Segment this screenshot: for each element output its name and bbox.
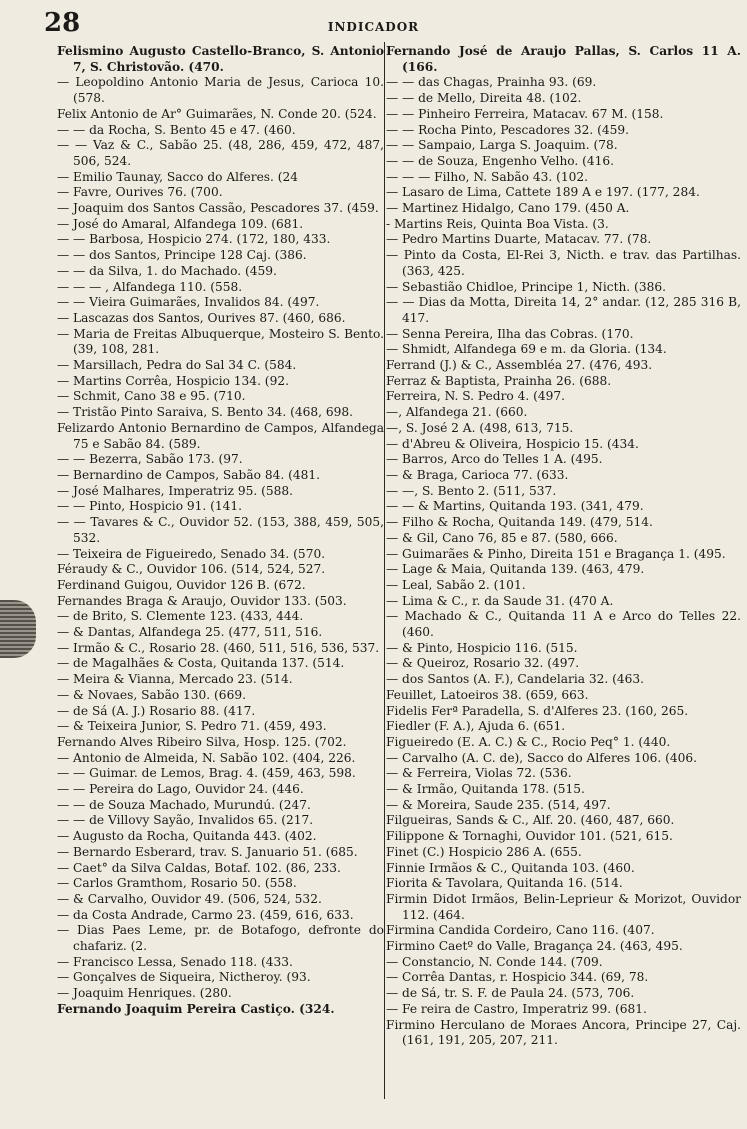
directory-entry: Feuillet, Latoeiros 38. (659, 663. (386, 687, 589, 702)
directory-entry: Finet (C.) Hospicio 286 A. (655. (386, 844, 582, 859)
directory-entry: Firmina Candida Cordeiro, Cano 116. (407. (386, 923, 655, 938)
directory-entry: — Lascazas dos Santos, Ourives 87. (460, 686. (57, 310, 346, 325)
directory-entry: — Caet° da Silva Caldas, Botaf. 102. (86, 233. (57, 860, 341, 875)
running-head: INDICADOR (327, 20, 420, 34)
directory-entry: — & Novaes, Sabão 130. (669. (57, 687, 246, 702)
directory-entry: — — Sampaio, Larga S. Joaquim. (78. (386, 138, 618, 153)
directory-entry: — & Teixeira Junior, S. Pedro 71. (459, 493. (57, 719, 327, 734)
directory-entry: — Leal, Sabão 2. (101. (386, 577, 526, 592)
directory-entry: — Joaquim Henriques. (280. (57, 986, 232, 1001)
directory-entry: — & Carvalho, Ouvidor 49. (506, 524, 532. (57, 891, 322, 906)
directory-entry: — Bernardo Esberard, trav. S. Januario 51. (685. (57, 844, 358, 859)
directory-entry: — Francisco Lessa, Senado 118. (433. (57, 954, 293, 969)
directory-entry: — Gonçalves de Siqueira, Nictheroy. (93. (57, 970, 311, 985)
directory-entry: — Martinez Hidalgo, Cano 179. (450 A. (386, 201, 630, 216)
directory-entry: Firmino Caetº do Valle, Bragança 24. (463, 495. (386, 939, 683, 954)
directory-entry: - Martins Reis, Quinta Boa Vista. (3. (386, 216, 609, 231)
directory-entry: — Augusto da Rocha, Quitanda 443. (402. (57, 829, 317, 844)
directory-entry: — Senna Pereira, Ilha das Cobras. (170. (386, 326, 634, 341)
directory-entry: Fidelis Ferª Paradella, S. d'Alferes 23. (160, 265. (386, 703, 689, 718)
directory-entry: Firmin Didot Irmãos, Belin-Leprieur & Morizot, Ouvidor 112. (464. (386, 891, 741, 922)
directory-entry: — Meira & Vianna, Mercado 23. (514. (57, 672, 293, 687)
directory-entry: Fernando José de Araujo Pallas, S. Carlos 11 A. (166. (386, 44, 741, 74)
directory-entry: — — — , Alfandega 110. (558. (57, 279, 243, 294)
directory-entry: — de Magalhães & Costa, Quitanda 137. (514. (57, 656, 345, 671)
directory-entry: — & Pinto, Hospicio 116. (515. (386, 640, 578, 655)
directory-entry: — & Queiroz, Rosario 32. (497. (386, 656, 580, 671)
directory-entry: Ferreira, N. S. Pedro 4. (497. (386, 389, 565, 404)
directory-entry: — Antonio de Almeida, N. Sabão 102. (404, 226. (57, 750, 356, 765)
directory-entry: Fernando Joaquim Pereira Castiço. (324. (57, 1001, 335, 1016)
left-column (57, 44, 384, 1117)
directory-entry: — — Tavares & C., Ouvidor 52. (153, 388, 459, 505, 532. (57, 515, 384, 545)
directory-entry: — & Ferreira, Violas 72. (536. (386, 766, 572, 781)
directory-entry: —, S. José 2 A. (498, 613, 715. (386, 420, 574, 435)
directory-entry: — — da Rocha, S. Bento 45 e 47. (460. (57, 122, 296, 137)
directory-entry: — — Guimar. de Lemos, Brag. 4. (459, 463, 598. (57, 766, 356, 781)
directory-entry: Filippone & Tornaghi, Ouvidor 101. (521, 615. (386, 829, 673, 844)
directory-entry: — Machado & C., Quitanda 11 A e Arco do Telles 22. (460. (386, 609, 741, 640)
directory-entry: — — Vieira Guimarães, Invalidos 84. (497. (57, 295, 320, 310)
directory-entry: — — Pinheiro Ferreira, Matacav. 67 M. (158. (386, 106, 664, 121)
directory-entry: Felismino Augusto Castello-Branco, S. Antonio 7, S. Christovão. (470. (57, 44, 384, 74)
directory-entry: — — Bezerra, Sabão 173. (97. (57, 452, 243, 467)
directory-entry: — — Dias da Motta, Direita 14, 2° andar. (12, 285 316 B, 417. (386, 295, 741, 325)
directory-entry: — & Gil, Cano 76, 85 e 87. (580, 666. (386, 530, 618, 545)
directory-entry: — Guimarães & Pinho, Direita 151 e Bragança 1. (495. (386, 546, 726, 561)
directory-entry: — Tristão Pinto Saraiva, S. Bento 34. (468, 698. (57, 405, 354, 420)
directory-entry: — — — Filho, N. Sabão 43. (102. (386, 169, 589, 184)
directory-entry: Féraudy & C., Ouvidor 106. (514, 524, 527. (57, 562, 326, 577)
directory-entry: Figueiredo (E. A. C.) & C., Rocio Peq° 1. (440. (386, 734, 671, 749)
directory-entry: — Joaquim dos Santos Cassão, Pescadores 37. (459. (57, 201, 379, 216)
directory-entry: Finnie Irmãos & C., Quitanda 103. (460. (386, 860, 635, 875)
directory-entry: — Schmit, Cano 38 e 95. (710. (57, 389, 246, 404)
directory-entry: — Bernardino de Campos, Sabão 84. (481. (57, 467, 320, 482)
column-divider (384, 42, 385, 1099)
directory-entry: — Pedro Martins Duarte, Matacav. 77. (78. (386, 232, 652, 247)
directory-entry: — Maria de Freitas Albuquerque, Mosteiro S. Bento. (39, 108, 281. (57, 326, 384, 357)
directory-entry: Firmino Herculano de Moraes Ancora, Principe 27, Caj. (161, 191, 205, 207, 211. (386, 1017, 741, 1048)
directory-entry: — Favre, Ourives 76. (700. (57, 185, 223, 200)
directory-entry: Fiorita & Tavolara, Quitanda 16. (514. (386, 876, 623, 891)
directory-entry: — — Pinto, Hospicio 91. (141. (57, 499, 243, 514)
directory-entry: — — Pereira do Lago, Ouvidor 24. (446. (57, 782, 304, 797)
directory-entry: Ferraz & Baptista, Prainha 26. (688. (386, 373, 612, 388)
directory-entry: — Constancio, N. Conde 144. (709. (386, 954, 603, 969)
directory-entry: — — de Souza Machado, Murundú. (247. (57, 797, 311, 812)
directory-entry: Felizardo Antonio Bernardino de Campos, Alfandega 75 e Sabão 84. (589. (57, 420, 384, 451)
directory-entry: — — Barbosa, Hospicio 274. (172, 180, 433. (57, 232, 331, 247)
directory-entry: — & Moreira, Saude 235. (514, 497. (386, 797, 611, 812)
directory-entry: — Carlos Gramthom, Rosario 50. (558. (57, 876, 297, 891)
directory-entry: — — de Villovy Sayão, Invalidos 65. (217. (57, 813, 314, 828)
directory-entry: Fernando Alves Ribeiro Silva, Hosp. 125. (702. (57, 734, 347, 749)
directory-entry: — — das Chagas, Prainha 93. (69. (386, 75, 597, 90)
directory-entry: — Dias Paes Leme, pr. de Botafogo, defronte do chafariz. (2. (57, 923, 384, 954)
directory-entry: — José Malhares, Imperatriz 95. (588. (57, 483, 293, 498)
binding-thread-mark (0, 600, 36, 658)
directory-entry: — — dos Santos, Principe 128 Caj. (386. (57, 248, 307, 263)
directory-entry: — & Braga, Carioca 77. (633. (386, 467, 569, 482)
directory-entry: Felix Antonio de Ar° Guimarães, N. Conde 20. (524. (57, 106, 377, 121)
directory-entry: — Martins Corrêa, Hospicio 134. (92. (57, 373, 289, 388)
directory-entry: — Carvalho (A. C. de), Sacco do Alferes 106. (406. (386, 750, 698, 765)
directory-entry: Ferrand (J.) & C., Assembléa 27. (476, 493. (386, 358, 653, 373)
directory-entry: — — Vaz & C., Sabão 25. (48, 286, 459, 472, 487, 506, 524. (57, 138, 384, 168)
directory-entry: — Corrêa Dantas, r. Hospicio 344. (69, 78. (386, 970, 649, 985)
directory-entry: — Filho & Rocha, Quitanda 149. (479, 514. (386, 515, 653, 530)
directory-entry: — Barros, Arco do Telles 1 A. (495. (386, 452, 603, 467)
directory-entry: — de Brito, S. Clemente 123. (433, 444. (57, 609, 304, 624)
directory-entry: — Lima & C., r. da Saude 31. (470 A. (386, 593, 614, 608)
directory-entry: — — Rocha Pinto, Pescadores 32. (459. (386, 122, 630, 137)
directory-entry: — de Sá, tr. S. F. de Paula 24. (573, 706. (386, 986, 635, 1001)
directory-entry: — & Irmão, Quitanda 178. (515. (386, 782, 585, 797)
directory-entry: — Irmão & C., Rosario 28. (460, 511, 516, 536, 537. (57, 640, 380, 655)
page-number: 28 (44, 8, 81, 38)
directory-entry: — Leopoldino Antonio Maria de Jesus, Carioca 10. (578. (57, 75, 384, 106)
directory-entry: — Sebastião Chidloe, Principe 1, Nicth. (386. (386, 279, 666, 294)
directory-entry: Ferdinand Guigou, Ouvidor 126 B. (672. (57, 577, 306, 592)
directory-entry: Fiedler (F. A.), Ajuda 6. (651. (386, 719, 566, 734)
directory-entry: — dos Santos (A. F.), Candelaria 32. (463. (386, 672, 645, 687)
directory-entry: — & Dantas, Alfandega 25. (477, 511, 516. (57, 625, 323, 640)
directory-entry: — —, S. Bento 2. (511, 537. (386, 483, 557, 498)
directory-entry: — Pinto da Costa, El-Rei 3, Nicth. e trav. das Partilhas. (363, 425. (386, 248, 741, 278)
directory-entry: — Lasaro de Lima, Cattete 189 A e 197. (177, 284. (386, 185, 700, 200)
directory-entry: — Shmidt, Alfandega 69 e m. da Gloria. (134. (386, 342, 667, 357)
directory-entry: Filgueiras, Sands & C., Alf. 20. (460, 487, 660. (386, 813, 675, 828)
directory-entry: —, Alfandega 21. (660. (386, 405, 528, 420)
directory-entry: — Lage & Maia, Quitanda 139. (463, 479. (386, 562, 645, 577)
directory-entry: — Emilio Taunay, Sacco do Alferes. (24 (57, 169, 299, 184)
directory-entry: — de Sá (A. J.) Rosario 88. (417. (57, 703, 256, 718)
directory-entry: — — & Martins, Quitanda 193. (341, 479. (386, 499, 644, 514)
directory-entry: Fernandes Braga & Araujo, Ouvidor 133. (503. (57, 593, 347, 608)
directory-entry: — da Costa Andrade, Carmo 23. (459, 616, 633. (57, 907, 354, 922)
directory-entry: — — de Souza, Engenho Velho. (416. (386, 153, 615, 168)
directory-entry: — — da Silva, 1. do Machado. (459. (57, 263, 277, 278)
directory-entry: — Fe reira de Castro, Imperatriz 99. (681. (386, 1001, 647, 1016)
directory-entry: — Marsillach, Pedra do Sal 34 C. (584. (57, 358, 297, 373)
directory-entry: — José do Amaral, Alfandega 109. (681. (57, 216, 304, 231)
directory-entry: — Teixeira de Figueiredo, Senado 34. (570. (57, 546, 326, 561)
right-column (386, 44, 741, 1117)
directory-entry: — d'Abreu & Oliveira, Hospicio 15. (434. (386, 436, 639, 451)
directory-entry: — — de Mello, Direita 48. (102. (386, 91, 582, 106)
